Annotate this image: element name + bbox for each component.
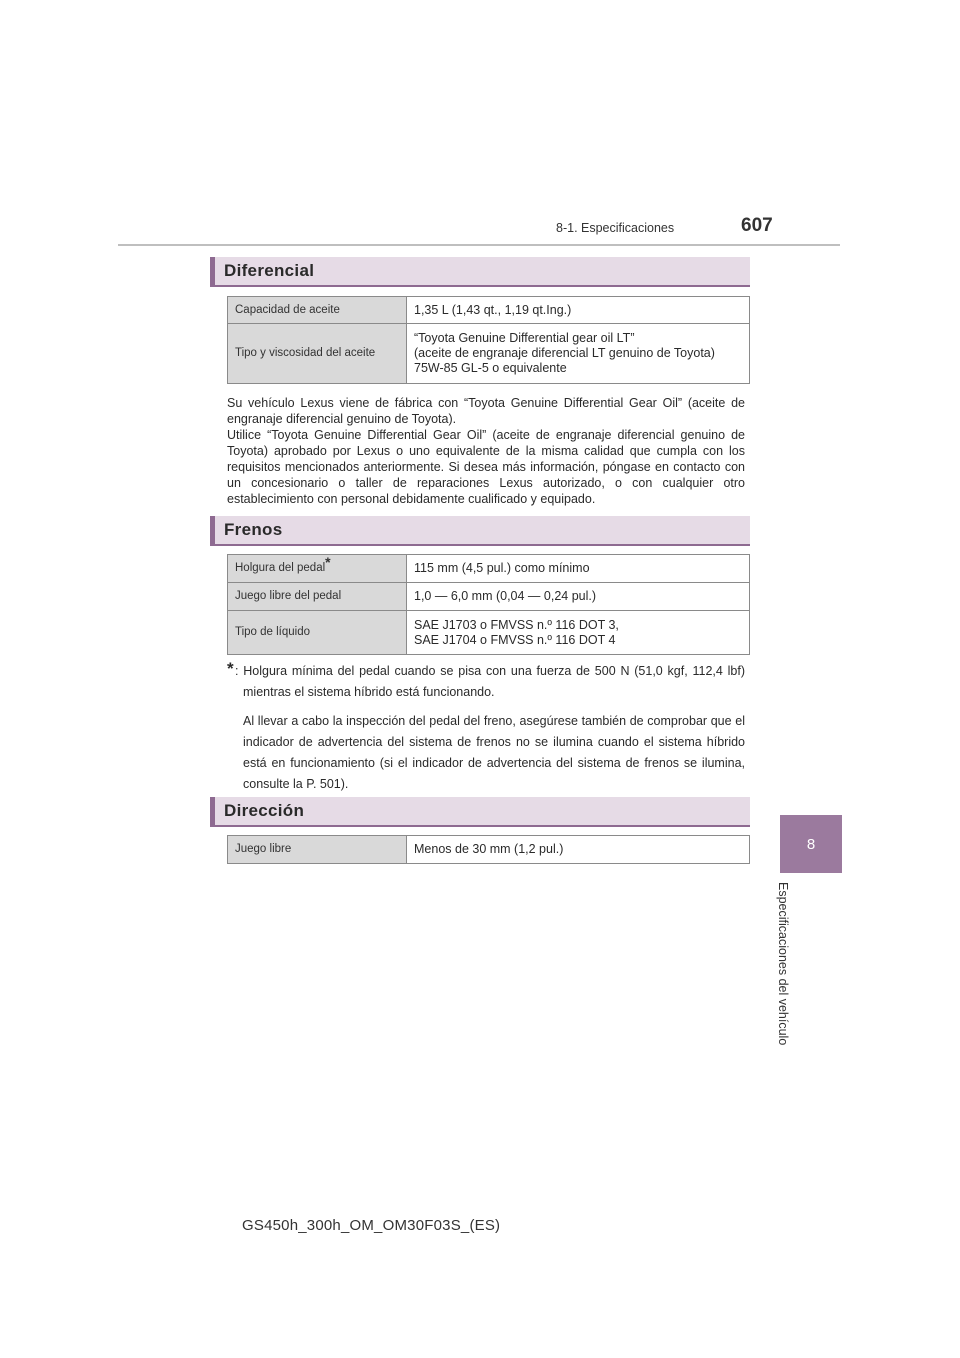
table-row xyxy=(228,611,750,655)
section-title: Dirección xyxy=(224,801,305,820)
chapter-title: Especificaciones del vehículo xyxy=(776,882,790,1046)
section-title: Frenos xyxy=(224,520,283,539)
table-row xyxy=(228,836,750,864)
spec-table-direccion xyxy=(227,835,750,864)
paragraph-2: Utilice “Toyota Genuine Differential Gear Oil” (aceite de engranaje diferencial genuino de Toyota) aprobado por Lexus o uno equivalente de la misma calidad que cumpla con los requisitos mencionados anteriormente. Si desea más información, póngase en contacto con un concesionario o taller de reparaciones Lexus autorizado, o con cualquier otro establecimiento con personal debidamente cualificado y equipado. xyxy=(227,428,745,506)
row-label: Juego libre xyxy=(228,836,407,864)
row-value: 115 mm (4,5 pul.) como mínimo xyxy=(407,555,750,583)
row-label: Holgura del pedal* xyxy=(228,555,407,583)
row-value: SAE J1703 o FMVSS n.º 116 DOT 3, SAE J1704 o FMVSS n.º 116 DOT 4 xyxy=(407,611,750,655)
chapter-number: 8 xyxy=(806,835,816,853)
footnote-marker: * xyxy=(227,659,234,678)
row-value: 1,35 L (1,43 qt., 1,19 qt.Ing.) xyxy=(407,297,750,324)
footnote-text: : Holgura mínima del pedal cuando se pisa con una fuerza de 500 N (51,0 kgf, 112,4 lbf) mientras el sistema híbrido está funcionando. xyxy=(235,664,745,699)
oil-paragraph xyxy=(227,395,745,507)
spec-table-frenos xyxy=(227,554,750,655)
footnote-marker: * xyxy=(325,554,331,570)
footnote-additional: Al llevar a cabo la inspección del pedal del freno, asegúrese también de comprobar que el indicador de advertencia del sistema de frenos no se ilumina cuando el sistema híbrido está en funcionamiento (si el indicador de advertencia del sistema de frenos se ilumina, consulte la P. 501). xyxy=(243,714,745,791)
brake-footnote xyxy=(227,661,745,795)
section-header-frenos xyxy=(210,516,750,546)
row-value: Menos de 30 mm (1,2 pul.) xyxy=(407,836,750,864)
section-header-diferencial xyxy=(210,257,750,287)
section-header-direccion xyxy=(210,797,750,827)
row-value: 1,0 — 6,0 mm (0,04 — 0,24 pul.) xyxy=(407,583,750,611)
spec-table-diferencial xyxy=(227,296,750,384)
chapter-side-title xyxy=(776,882,808,1052)
paragraph-1: Su vehículo Lexus viene de fábrica con “Toyota Genuine Differential Gear Oil” (aceite de engranaje diferencial genuino de Toyota). xyxy=(227,396,745,426)
section-title: Diferencial xyxy=(224,261,315,280)
table-row xyxy=(228,324,750,384)
row-label: Capacidad de aceite xyxy=(228,297,407,324)
table-row xyxy=(228,583,750,611)
header-divider xyxy=(118,244,840,246)
chapter-tab xyxy=(780,815,842,873)
table-row xyxy=(228,555,750,583)
document-code: GS450h_300h_OM_OM30F03S_(ES) xyxy=(242,1217,501,1234)
row-label: Tipo de líquido xyxy=(228,611,407,655)
section-heading: 8-1. Especificaciones xyxy=(556,221,675,235)
row-value: “Toyota Genuine Differential gear oil LT” (aceite de engranaje diferencial LT genuino de Toyota) 75W-85 GL-5 o equivalente xyxy=(407,324,750,384)
table-row xyxy=(228,297,750,324)
row-label: Tipo y viscosidad del aceite xyxy=(228,324,407,384)
page-number: 607 xyxy=(741,215,773,236)
row-label: Juego libre del pedal xyxy=(228,583,407,611)
